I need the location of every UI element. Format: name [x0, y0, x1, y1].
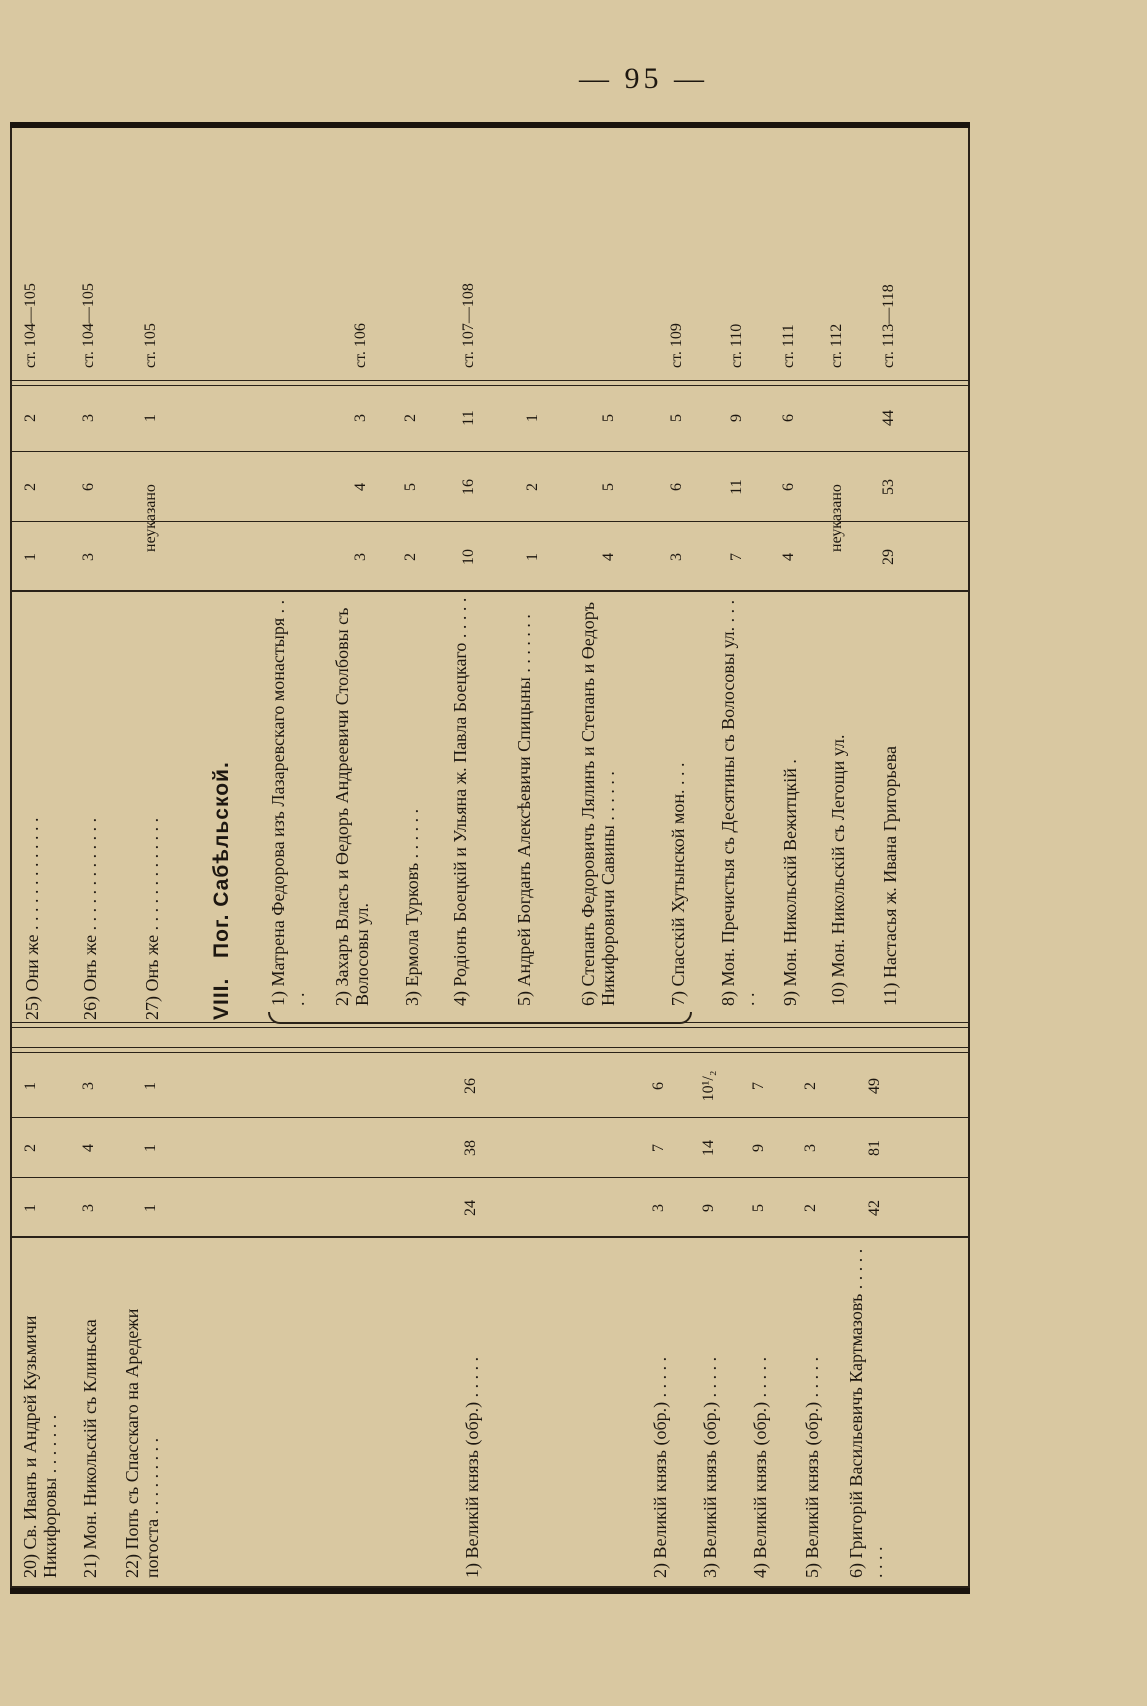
num-cell: 5	[402, 483, 419, 491]
num-cell: 49	[866, 1078, 883, 1094]
num-cell: 3	[352, 553, 369, 561]
row-name: 6) Григорій Васильевичъ Картмазовъ . . . . . . . . .	[846, 1248, 886, 1578]
num-cell: 38	[462, 1140, 479, 1156]
num-cell: 2	[802, 1204, 819, 1212]
row-name: 8) Мон. Пречистыя съ Десятины съ Волосовы ул. . . . . .	[718, 599, 758, 1006]
row-name: 1) Великій князь (обр.) . . . . .	[462, 1356, 482, 1578]
num-cell: 6	[780, 483, 797, 491]
num-cell: 4	[80, 1144, 97, 1152]
num-cell: 7	[728, 553, 745, 561]
num-cell: 1	[142, 414, 159, 422]
num-cell: 6	[780, 414, 797, 422]
num-cell: 29	[880, 549, 897, 565]
row-name: 7) Спасскій Хутынской мон. . . .	[668, 762, 688, 1006]
row-name: 4) Родіонъ Боецкій и Ульяна ж. Павла Боецкаго . . . . .	[450, 597, 470, 1006]
num-cell: 2	[402, 414, 419, 422]
row-name: 2) Великій князь (обр.) . . . . .	[650, 1356, 670, 1578]
row-name: 11) Настасья ж. Ивана Григорьева	[880, 746, 900, 1006]
num-cell: 1	[22, 1082, 39, 1090]
section-roman: VIII.	[210, 977, 233, 1020]
num-cell: 5	[600, 483, 617, 491]
reference-cell: ст. 104—105	[22, 283, 39, 368]
num-cell: 3	[650, 1204, 667, 1212]
num-cell: 1	[22, 1204, 39, 1212]
col-divider	[10, 451, 970, 452]
num-cell: 4	[780, 553, 797, 561]
row-name: 9) Мон. Никольскій Вежитцкій .	[780, 759, 800, 1006]
row-name: 4) Великій князь (обр.) . . . . .	[750, 1356, 770, 1578]
rotated-table-wrapper	[10, 134, 970, 1594]
col-divider	[10, 1177, 970, 1178]
num-cell: 81	[866, 1140, 883, 1156]
row-name: 6) Степанъ Федоровичъ Лялинъ и Степанъ и Өедоръ Никифоровичи Савины . . . . . .	[578, 601, 618, 1006]
row-name: 22) Попъ съ Спасскаго на Аредежи погоста . . . . . . . . .	[122, 1308, 162, 1578]
num-cell: 1	[524, 414, 541, 422]
num-cell: 7	[750, 1082, 767, 1090]
num-cell: 3	[352, 414, 369, 422]
num-cell: 5	[668, 414, 685, 422]
row-name: 3) Ермола Турковъ . . . . . .	[402, 808, 422, 1006]
num-cell: 5	[750, 1204, 767, 1212]
num-cell: 1	[142, 1204, 159, 1212]
row-name: 21) Мон. Никольскій съ Клиньска	[80, 1319, 100, 1578]
row-name: 3) Великій князь (обр.) . . . . .	[700, 1356, 720, 1578]
num-cell: 5	[600, 414, 617, 422]
num-cell: 44	[880, 410, 897, 426]
reference-cell: ст. 111	[780, 324, 797, 368]
num-cell: 6	[80, 483, 97, 491]
num-cell: 1	[142, 1144, 159, 1152]
row-name: 5) Великій князь (обр.) . . . . .	[802, 1356, 822, 1578]
num-cell: 3	[80, 1204, 97, 1212]
col-divider	[10, 1117, 970, 1118]
num-cell: 10	[460, 549, 477, 565]
row-name: 10) Мон. Никольскій съ Легощи ул.	[828, 734, 848, 1006]
num-cell: 53	[880, 479, 897, 495]
num-cell: 3	[668, 553, 685, 561]
num-cell: 2	[524, 483, 541, 491]
num-cell: 1	[22, 553, 39, 561]
num-cell: 3	[80, 553, 97, 561]
num-cell: 3	[802, 1144, 819, 1152]
num-cell: 16	[460, 479, 477, 495]
half-divider	[10, 1022, 970, 1028]
row-name: 26) Онъ же . . . . . . . . . . . . .	[80, 817, 100, 1020]
reference-cell: ст. 109	[668, 323, 685, 368]
left-half	[10, 1028, 970, 1588]
reference-cell: ст. 110	[728, 323, 745, 368]
reference-cell: ст. 105	[142, 323, 159, 368]
num-cell: 14	[700, 1140, 717, 1156]
num-cell: 4	[600, 553, 617, 561]
row-name: 20) Св. Иванъ и Андрей Кузьмичи Никифоровы . . . . . . .	[20, 1315, 60, 1578]
num-cell: 1	[524, 553, 541, 561]
num-cell: 3	[80, 1082, 97, 1090]
num-cell: 9	[750, 1144, 767, 1152]
num-cell: 26	[462, 1078, 479, 1094]
row-name: 5) Андрей Богданъ Алексѣевичи Спицыны . . . . . . .	[514, 614, 534, 1006]
num-cell: 24	[462, 1200, 479, 1216]
num-cell: 3	[80, 414, 97, 422]
unspecified-cell: неуказано	[142, 484, 159, 552]
num-cell: 10¹/₂	[700, 1070, 717, 1102]
spacer	[846, 128, 847, 1588]
right-half	[10, 128, 970, 1028]
reference-cell: ст. 107—108	[460, 283, 477, 368]
col-divider	[10, 590, 970, 592]
reference-cell: ст. 112	[828, 323, 845, 368]
page-number: — 95 —	[579, 62, 708, 95]
col-divider-double	[10, 380, 970, 386]
row-name: 1) Матрена Федорова изъ Лазаревскаго монастыря . . . .	[268, 599, 308, 1006]
num-cell: 6	[668, 483, 685, 491]
num-cell: 11	[728, 479, 745, 495]
num-cell: 2	[402, 553, 419, 561]
row-name: 27) Онъ же . . . . . . . . . . . . .	[142, 817, 162, 1020]
section-title: Пог. Сабѣльской.	[210, 761, 233, 958]
col-divider	[10, 1236, 970, 1238]
num-cell: 7	[650, 1144, 667, 1152]
num-cell: 1	[142, 1082, 159, 1090]
num-cell: 9	[700, 1204, 717, 1212]
unspecified-cell: неуказано	[828, 484, 845, 552]
num-cell: 2	[22, 1144, 39, 1152]
num-cell: 11	[460, 410, 477, 426]
num-cell: 2	[22, 483, 39, 491]
reference-cell: ст. 106	[352, 323, 369, 368]
row-name: 2) Захаръ Власъ и Өедоръ Андреевичи Столбовы съ Волосовы ул.	[332, 607, 372, 1006]
col-divider-double	[10, 1047, 970, 1053]
num-cell: 2	[22, 414, 39, 422]
num-cell: 2	[802, 1082, 819, 1090]
row-name: 25) Они же . . . . . . . . . . . . .	[22, 817, 42, 1020]
num-cell: 6	[650, 1082, 667, 1090]
num-cell: 4	[352, 483, 369, 491]
land-register-table	[10, 122, 970, 1594]
reference-cell: ст. 104—105	[80, 283, 97, 368]
num-cell: 9	[728, 414, 745, 422]
reference-cell: ст. 113—118	[880, 284, 897, 368]
num-cell: 42	[866, 1200, 883, 1216]
